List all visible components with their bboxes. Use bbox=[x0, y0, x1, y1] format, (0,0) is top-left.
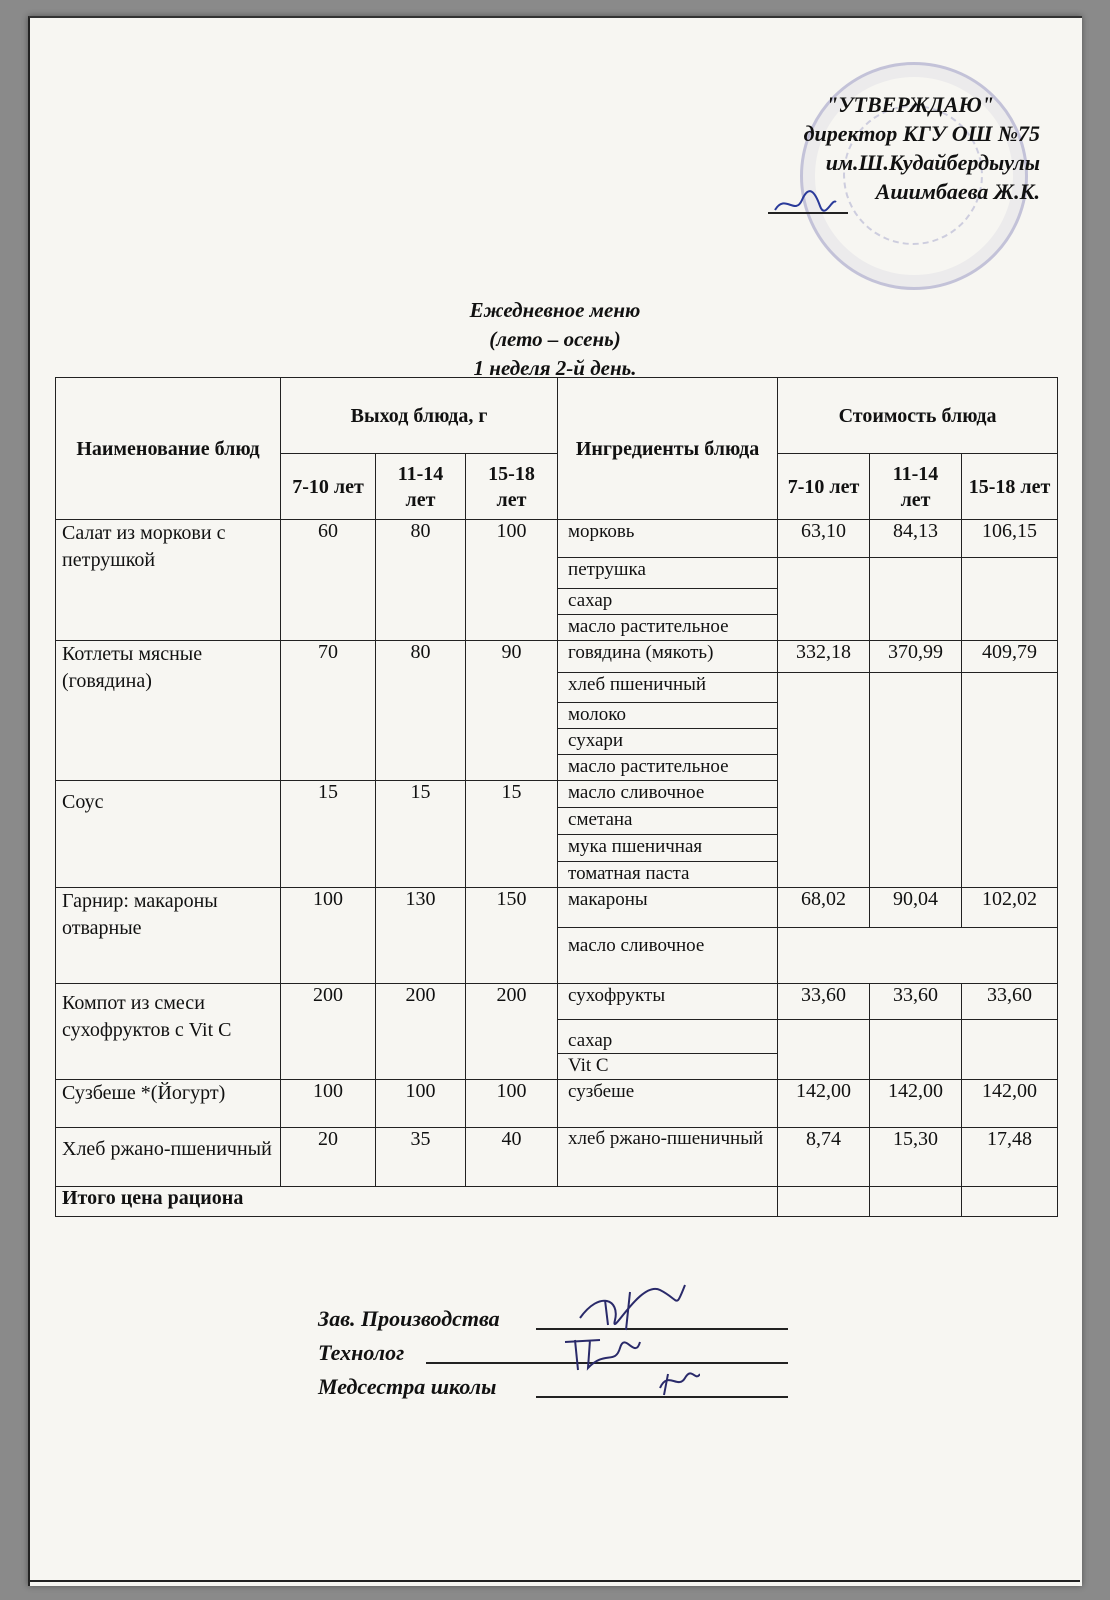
ingredient: макароны bbox=[558, 888, 778, 928]
cost-15-18: 409,79 bbox=[962, 641, 1058, 673]
yield-15-18: 200 bbox=[466, 984, 558, 1080]
approval-person: Ашимбаева Ж.К. bbox=[875, 179, 1040, 204]
dish-name: Соус bbox=[56, 781, 281, 888]
cost-15-18: 142,00 bbox=[962, 1080, 1058, 1128]
yield-11-14: 200 bbox=[376, 984, 466, 1080]
ingredient: петрушка bbox=[558, 558, 778, 589]
header-cost: Стоимость блюда bbox=[778, 378, 1058, 454]
cost-7-10: 68,02 bbox=[778, 888, 870, 928]
yield-15-18: 90 bbox=[466, 641, 558, 781]
cost-11-14: 90,04 bbox=[870, 888, 962, 928]
header-cost-age-7-10: 7-10 лет bbox=[778, 454, 870, 520]
signature-label: Зав. Производства bbox=[318, 1306, 500, 1331]
header-cost-age-15-18: 15-18 лет bbox=[962, 454, 1058, 520]
header-ingredients: Ингредиенты блюда bbox=[558, 378, 778, 520]
yield-15-18: 100 bbox=[466, 1080, 558, 1128]
cost-empty bbox=[778, 1020, 870, 1080]
cost-empty bbox=[962, 558, 1058, 641]
cost-empty bbox=[778, 673, 870, 888]
cost-7-10: 142,00 bbox=[778, 1080, 870, 1128]
yield-11-14: 100 bbox=[376, 1080, 466, 1128]
cost-7-10: 8,74 bbox=[778, 1128, 870, 1187]
cost-empty bbox=[962, 1020, 1058, 1080]
ingredient: хлеб ржано-пшеничный bbox=[558, 1128, 778, 1187]
ingredient: Vit C bbox=[558, 1054, 778, 1080]
signatures-block bbox=[318, 1302, 798, 1404]
ingredient: молоко bbox=[558, 703, 778, 729]
cost-empty bbox=[870, 673, 962, 888]
yield-7-10: 15 bbox=[281, 781, 376, 888]
yield-7-10: 20 bbox=[281, 1128, 376, 1187]
cost-7-10: 332,18 bbox=[778, 641, 870, 673]
header-yield-age-11-14: 11-14 лет bbox=[376, 454, 466, 520]
dish-name: Сузбеше *(Йогурт) bbox=[56, 1080, 281, 1128]
approval-block bbox=[740, 90, 1040, 206]
ingredient: масло сливочное bbox=[558, 928, 778, 984]
yield-11-14: 15 bbox=[376, 781, 466, 888]
total-7-10 bbox=[778, 1187, 870, 1217]
yield-15-18: 100 bbox=[466, 520, 558, 641]
title-line-1: Ежедневное меню bbox=[469, 298, 641, 322]
ingredient: томатная паста bbox=[558, 862, 778, 888]
cost-11-14: 84,13 bbox=[870, 520, 962, 558]
cost-empty bbox=[778, 558, 870, 641]
cost-11-14: 142,00 bbox=[870, 1080, 962, 1128]
cost-empty bbox=[870, 558, 962, 641]
ingredient: сухофрукты bbox=[558, 984, 778, 1020]
yield-7-10: 100 bbox=[281, 1080, 376, 1128]
yield-11-14: 35 bbox=[376, 1128, 466, 1187]
menu-table bbox=[55, 377, 1058, 1217]
yield-7-10: 70 bbox=[281, 641, 376, 781]
ingredient: сахар bbox=[558, 1020, 778, 1054]
cost-11-14: 33,60 bbox=[870, 984, 962, 1020]
table-row bbox=[56, 520, 1058, 558]
yield-7-10: 60 bbox=[281, 520, 376, 641]
yield-11-14: 80 bbox=[376, 641, 466, 781]
dish-name: Гарнир: макароны отварные bbox=[56, 888, 281, 984]
total-11-14 bbox=[870, 1187, 962, 1217]
ingredient: хлеб пшеничный bbox=[558, 673, 778, 703]
cost-15-18: 106,15 bbox=[962, 520, 1058, 558]
ingredient: сахар bbox=[558, 589, 778, 615]
title-line-3: 1 неделя 2-й день. bbox=[473, 356, 637, 380]
cost-empty bbox=[778, 928, 1058, 984]
yield-15-18: 40 bbox=[466, 1128, 558, 1187]
signature-production bbox=[318, 1302, 798, 1336]
ingredient: мука пшеничная bbox=[558, 835, 778, 862]
cost-15-18: 33,60 bbox=[962, 984, 1058, 1020]
table-row bbox=[56, 888, 1058, 928]
ingredient: масло сливочное bbox=[558, 781, 778, 808]
signature-label: Технолог bbox=[318, 1340, 405, 1365]
yield-15-18: 15 bbox=[466, 781, 558, 888]
ingredient: говядина (мякоть) bbox=[558, 641, 778, 673]
signature-technologist bbox=[318, 1336, 798, 1370]
table-row bbox=[56, 1080, 1058, 1128]
dish-name: Хлеб ржано-пшеничный bbox=[56, 1128, 281, 1187]
cost-7-10: 33,60 bbox=[778, 984, 870, 1020]
yield-15-18: 150 bbox=[466, 888, 558, 984]
table-row bbox=[56, 641, 1058, 673]
total-15-18 bbox=[962, 1187, 1058, 1217]
cost-7-10: 63,10 bbox=[778, 520, 870, 558]
header-yield-age-7-10: 7-10 лет bbox=[281, 454, 376, 520]
header-yield: Выход блюда, г bbox=[281, 378, 558, 454]
dish-name: Салат из моркови с петрушкой bbox=[56, 520, 281, 641]
header-yield-age-15-18: 15-18 лет bbox=[466, 454, 558, 520]
table-row bbox=[56, 1128, 1058, 1187]
cost-11-14: 15,30 bbox=[870, 1128, 962, 1187]
header-cost-age-11-14: 11-14 лет bbox=[870, 454, 962, 520]
approval-signature-line bbox=[768, 212, 848, 214]
document-title bbox=[330, 296, 780, 383]
approval-organization: им.Ш.Кудайбердыулы bbox=[825, 150, 1040, 175]
ingredient: масло растительное bbox=[558, 615, 778, 641]
ingredient: сухари bbox=[558, 729, 778, 755]
cost-empty bbox=[870, 1020, 962, 1080]
cost-15-18: 102,02 bbox=[962, 888, 1058, 928]
title-line-2: (лето – осень) bbox=[489, 327, 621, 351]
table-row bbox=[56, 984, 1058, 1020]
dish-name: Котлеты мясные (говядина) bbox=[56, 641, 281, 781]
ingredient: сузбеше bbox=[558, 1080, 778, 1128]
signature-nurse bbox=[318, 1370, 798, 1404]
ingredient: сметана bbox=[558, 808, 778, 835]
cost-11-14: 370,99 bbox=[870, 641, 962, 673]
yield-11-14: 130 bbox=[376, 888, 466, 984]
yield-7-10: 200 bbox=[281, 984, 376, 1080]
signature-label: Медсестра школы bbox=[318, 1374, 497, 1399]
approval-position: директор КГУ ОШ №75 bbox=[803, 121, 1040, 146]
total-label: Итого цена рациона bbox=[56, 1187, 778, 1217]
cost-15-18: 17,48 bbox=[962, 1128, 1058, 1187]
yield-11-14: 80 bbox=[376, 520, 466, 641]
dish-name: Компот из смеси сухофруктов с Vit C bbox=[56, 984, 281, 1080]
table-row bbox=[56, 1187, 1058, 1217]
paper-edge bbox=[28, 1580, 1080, 1582]
header-dish-name: Наименование блюд bbox=[56, 378, 281, 520]
ingredient: масло растительное bbox=[558, 755, 778, 781]
cost-empty bbox=[962, 673, 1058, 888]
ingredient: морковь bbox=[558, 520, 778, 558]
yield-7-10: 100 bbox=[281, 888, 376, 984]
approval-heading: "УТВЕРЖДАЮ" bbox=[826, 92, 994, 117]
